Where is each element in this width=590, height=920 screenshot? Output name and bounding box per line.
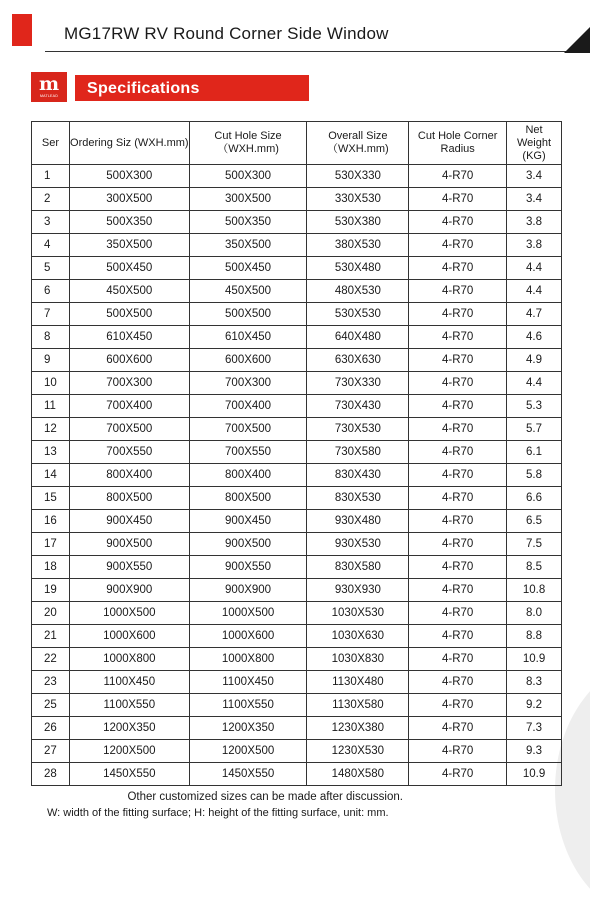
cell-net-weight: 3.8 bbox=[507, 211, 562, 234]
cell-ser: 3 bbox=[32, 211, 70, 234]
table-row bbox=[32, 257, 562, 280]
cell-corner-radius: 4-R70 bbox=[409, 188, 507, 211]
table-row bbox=[32, 763, 562, 786]
cell-ordering-size: 500X500 bbox=[69, 303, 189, 326]
cell-overall-size: 530X480 bbox=[307, 257, 409, 280]
cell-overall-size: 380X530 bbox=[307, 234, 409, 257]
cell-net-weight: 4.6 bbox=[507, 326, 562, 349]
header-accent-bar bbox=[12, 14, 32, 46]
cell-cut-hole-size: 700X550 bbox=[189, 441, 307, 464]
table-row bbox=[32, 717, 562, 740]
table-row bbox=[32, 211, 562, 234]
cell-net-weight: 6.1 bbox=[507, 441, 562, 464]
cell-overall-size: 330X530 bbox=[307, 188, 409, 211]
cell-ser: 15 bbox=[32, 487, 70, 510]
cell-overall-size: 1030X630 bbox=[307, 625, 409, 648]
cell-ordering-size: 610X450 bbox=[69, 326, 189, 349]
cell-ordering-size: 1100X450 bbox=[69, 671, 189, 694]
cell-cut-hole-size: 300X500 bbox=[189, 188, 307, 211]
cell-ordering-size: 350X500 bbox=[69, 234, 189, 257]
cell-net-weight: 4.4 bbox=[507, 372, 562, 395]
footer-note: W: width of the fitting surface; H: height of the fitting surface, unit: mm. bbox=[47, 807, 389, 819]
cell-corner-radius: 4-R70 bbox=[409, 556, 507, 579]
cell-overall-size: 1230X380 bbox=[307, 717, 409, 740]
cell-cut-hole-size: 500X350 bbox=[189, 211, 307, 234]
cell-ordering-size: 1000X600 bbox=[69, 625, 189, 648]
cell-ordering-size: 900X500 bbox=[69, 533, 189, 556]
table-row bbox=[32, 556, 562, 579]
cell-cut-hole-size: 700X400 bbox=[189, 395, 307, 418]
cell-ordering-size: 700X500 bbox=[69, 418, 189, 441]
cell-net-weight: 9.2 bbox=[507, 694, 562, 717]
cell-net-weight: 3.8 bbox=[507, 234, 562, 257]
cell-overall-size: 730X530 bbox=[307, 418, 409, 441]
cell-ser: 21 bbox=[32, 625, 70, 648]
corner-triangle bbox=[564, 27, 590, 53]
cell-cut-hole-size: 500X450 bbox=[189, 257, 307, 280]
cell-ser: 28 bbox=[32, 763, 70, 786]
cell-ser: 12 bbox=[32, 418, 70, 441]
cell-corner-radius: 4-R70 bbox=[409, 165, 507, 188]
cell-overall-size: 830X430 bbox=[307, 464, 409, 487]
cell-corner-radius: 4-R70 bbox=[409, 717, 507, 740]
cell-cut-hole-size: 900X550 bbox=[189, 556, 307, 579]
cell-net-weight: 4.4 bbox=[507, 257, 562, 280]
cell-cut-hole-size: 1200X500 bbox=[189, 740, 307, 763]
table-note-row bbox=[32, 786, 562, 809]
cell-net-weight: 4.9 bbox=[507, 349, 562, 372]
cell-corner-radius: 4-R70 bbox=[409, 648, 507, 671]
cell-ordering-size: 900X450 bbox=[69, 510, 189, 533]
cell-cut-hole-size: 700X300 bbox=[189, 372, 307, 395]
cell-ser: 27 bbox=[32, 740, 70, 763]
cell-cut-hole-size: 900X500 bbox=[189, 533, 307, 556]
cell-corner-radius: 4-R70 bbox=[409, 694, 507, 717]
cell-corner-radius: 4-R70 bbox=[409, 395, 507, 418]
cell-corner-radius: 4-R70 bbox=[409, 441, 507, 464]
cell-overall-size: 530X330 bbox=[307, 165, 409, 188]
cell-net-weight: 7.3 bbox=[507, 717, 562, 740]
cell-corner-radius: 4-R70 bbox=[409, 464, 507, 487]
cell-ordering-size: 500X300 bbox=[69, 165, 189, 188]
table-row bbox=[32, 602, 562, 625]
cell-cut-hole-size: 450X500 bbox=[189, 280, 307, 303]
cell-ordering-size: 1200X350 bbox=[69, 717, 189, 740]
table-row bbox=[32, 487, 562, 510]
table-row bbox=[32, 671, 562, 694]
cell-ordering-size: 700X300 bbox=[69, 372, 189, 395]
table-row bbox=[32, 349, 562, 372]
section-title: Specifications bbox=[75, 75, 309, 101]
cell-ser: 22 bbox=[32, 648, 70, 671]
cell-cut-hole-size: 1100X450 bbox=[189, 671, 307, 694]
cell-cut-hole-size: 500X500 bbox=[189, 303, 307, 326]
cell-cut-hole-size: 700X500 bbox=[189, 418, 307, 441]
cell-corner-radius: 4-R70 bbox=[409, 418, 507, 441]
cell-ser: 20 bbox=[32, 602, 70, 625]
cell-net-weight: 10.9 bbox=[507, 763, 562, 786]
table-row bbox=[32, 694, 562, 717]
title-divider bbox=[45, 51, 590, 52]
cell-corner-radius: 4-R70 bbox=[409, 671, 507, 694]
cell-net-weight: 8.8 bbox=[507, 625, 562, 648]
table-row bbox=[32, 303, 562, 326]
cell-corner-radius: 4-R70 bbox=[409, 257, 507, 280]
cell-ser: 6 bbox=[32, 280, 70, 303]
cell-ser: 16 bbox=[32, 510, 70, 533]
cell-ordering-size: 900X550 bbox=[69, 556, 189, 579]
header-net-weight: Net Weight (KG) bbox=[507, 122, 562, 165]
cell-cut-hole-size: 900X900 bbox=[189, 579, 307, 602]
cell-ser: 23 bbox=[32, 671, 70, 694]
cell-ordering-size: 1200X500 bbox=[69, 740, 189, 763]
cell-ser: 10 bbox=[32, 372, 70, 395]
cell-corner-radius: 4-R70 bbox=[409, 487, 507, 510]
cell-overall-size: 480X530 bbox=[307, 280, 409, 303]
cell-net-weight: 3.4 bbox=[507, 165, 562, 188]
cell-ordering-size: 900X900 bbox=[69, 579, 189, 602]
cell-overall-size: 930X930 bbox=[307, 579, 409, 602]
cell-ser: 8 bbox=[32, 326, 70, 349]
note-spacer bbox=[32, 786, 70, 809]
cell-ordering-size: 700X400 bbox=[69, 395, 189, 418]
cell-ordering-size: 450X500 bbox=[69, 280, 189, 303]
cell-ser: 19 bbox=[32, 579, 70, 602]
cell-corner-radius: 4-R70 bbox=[409, 326, 507, 349]
table-row bbox=[32, 395, 562, 418]
cell-ordering-size: 800X400 bbox=[69, 464, 189, 487]
cell-cut-hole-size: 1450X550 bbox=[189, 763, 307, 786]
cell-corner-radius: 4-R70 bbox=[409, 280, 507, 303]
cell-cut-hole-size: 1200X350 bbox=[189, 717, 307, 740]
cell-cut-hole-size: 800X400 bbox=[189, 464, 307, 487]
table-row bbox=[32, 579, 562, 602]
cell-ordering-size: 800X500 bbox=[69, 487, 189, 510]
cell-net-weight: 6.6 bbox=[507, 487, 562, 510]
cell-cut-hole-size: 610X450 bbox=[189, 326, 307, 349]
cell-corner-radius: 4-R70 bbox=[409, 533, 507, 556]
table-row bbox=[32, 372, 562, 395]
table-row bbox=[32, 280, 562, 303]
cell-corner-radius: 4-R70 bbox=[409, 510, 507, 533]
cell-cut-hole-size: 1000X500 bbox=[189, 602, 307, 625]
header-overall-size: Overall Size （WXH.mm) bbox=[307, 122, 409, 165]
cell-corner-radius: 4-R70 bbox=[409, 234, 507, 257]
cell-ser: 18 bbox=[32, 556, 70, 579]
table-note: Other customized sizes can be made after discussion. bbox=[127, 791, 403, 803]
cell-net-weight: 10.8 bbox=[507, 579, 562, 602]
cell-ordering-size: 1000X500 bbox=[69, 602, 189, 625]
cell-ordering-size: 700X550 bbox=[69, 441, 189, 464]
cell-net-weight: 8.5 bbox=[507, 556, 562, 579]
cell-overall-size: 530X380 bbox=[307, 211, 409, 234]
cell-corner-radius: 4-R70 bbox=[409, 602, 507, 625]
cell-ordering-size: 1100X550 bbox=[69, 694, 189, 717]
cell-overall-size: 930X480 bbox=[307, 510, 409, 533]
cell-ser: 25 bbox=[32, 694, 70, 717]
header-ser: Ser bbox=[32, 122, 70, 165]
cell-ser: 11 bbox=[32, 395, 70, 418]
table-row bbox=[32, 326, 562, 349]
cell-overall-size: 830X530 bbox=[307, 487, 409, 510]
cell-overall-size: 1230X530 bbox=[307, 740, 409, 763]
cell-ordering-size: 1450X550 bbox=[69, 763, 189, 786]
cell-ser: 26 bbox=[32, 717, 70, 740]
table-row bbox=[32, 625, 562, 648]
brand-logo bbox=[31, 72, 67, 102]
cell-ser: 7 bbox=[32, 303, 70, 326]
cell-net-weight: 8.3 bbox=[507, 671, 562, 694]
cell-ser: 14 bbox=[32, 464, 70, 487]
cell-net-weight: 3.4 bbox=[507, 188, 562, 211]
cell-ser: 2 bbox=[32, 188, 70, 211]
cell-cut-hole-size: 1100X550 bbox=[189, 694, 307, 717]
cell-ser: 5 bbox=[32, 257, 70, 280]
header-ordering-size: Ordering Siz (WXH.mm) bbox=[69, 122, 189, 165]
table-row bbox=[32, 188, 562, 211]
cell-corner-radius: 4-R70 bbox=[409, 349, 507, 372]
cell-ser: 4 bbox=[32, 234, 70, 257]
cell-net-weight: 4.7 bbox=[507, 303, 562, 326]
table-row bbox=[32, 234, 562, 257]
cell-net-weight: 5.3 bbox=[507, 395, 562, 418]
cell-overall-size: 530X530 bbox=[307, 303, 409, 326]
cell-overall-size: 1130X580 bbox=[307, 694, 409, 717]
spec-table bbox=[31, 121, 562, 808]
cell-ser: 17 bbox=[32, 533, 70, 556]
table-row bbox=[32, 533, 562, 556]
cell-net-weight: 9.3 bbox=[507, 740, 562, 763]
cell-ordering-size: 300X500 bbox=[69, 188, 189, 211]
cell-cut-hole-size: 500X300 bbox=[189, 165, 307, 188]
cell-net-weight: 8.0 bbox=[507, 602, 562, 625]
logo-subtext: MATLEAD bbox=[39, 94, 59, 98]
cell-ordering-size: 500X450 bbox=[69, 257, 189, 280]
cell-ser: 1 bbox=[32, 165, 70, 188]
cell-ordering-size: 500X350 bbox=[69, 211, 189, 234]
cell-corner-radius: 4-R70 bbox=[409, 625, 507, 648]
table-header-row bbox=[32, 122, 562, 165]
cell-overall-size: 730X430 bbox=[307, 395, 409, 418]
cell-ordering-size: 600X600 bbox=[69, 349, 189, 372]
cell-overall-size: 1130X480 bbox=[307, 671, 409, 694]
cell-overall-size: 830X580 bbox=[307, 556, 409, 579]
cell-net-weight: 5.8 bbox=[507, 464, 562, 487]
table-row bbox=[32, 648, 562, 671]
cell-corner-radius: 4-R70 bbox=[409, 303, 507, 326]
table-row bbox=[32, 165, 562, 188]
cell-ser: 13 bbox=[32, 441, 70, 464]
cell-net-weight: 4.4 bbox=[507, 280, 562, 303]
cell-corner-radius: 4-R70 bbox=[409, 372, 507, 395]
cell-overall-size: 1030X830 bbox=[307, 648, 409, 671]
cell-ser: 9 bbox=[32, 349, 70, 372]
table-row bbox=[32, 510, 562, 533]
cell-cut-hole-size: 1000X800 bbox=[189, 648, 307, 671]
cell-overall-size: 930X530 bbox=[307, 533, 409, 556]
cell-overall-size: 630X630 bbox=[307, 349, 409, 372]
cell-corner-radius: 4-R70 bbox=[409, 579, 507, 602]
cell-cut-hole-size: 350X500 bbox=[189, 234, 307, 257]
cell-overall-size: 730X580 bbox=[307, 441, 409, 464]
cell-overall-size: 1480X580 bbox=[307, 763, 409, 786]
cell-overall-size: 640X480 bbox=[307, 326, 409, 349]
cell-cut-hole-size: 900X450 bbox=[189, 510, 307, 533]
cell-cut-hole-size: 800X500 bbox=[189, 487, 307, 510]
table-row bbox=[32, 418, 562, 441]
cell-cut-hole-size: 600X600 bbox=[189, 349, 307, 372]
page-title: MG17RW RV Round Corner Side Window bbox=[64, 24, 389, 43]
cell-net-weight: 10.9 bbox=[507, 648, 562, 671]
header-cut-hole-size: Cut Hole Size （WXH.mm) bbox=[189, 122, 307, 165]
header-corner-radius: Cut Hole Corner Radius bbox=[409, 122, 507, 165]
cell-cut-hole-size: 1000X600 bbox=[189, 625, 307, 648]
cell-net-weight: 6.5 bbox=[507, 510, 562, 533]
cell-overall-size: 730X330 bbox=[307, 372, 409, 395]
table-row bbox=[32, 441, 562, 464]
cell-overall-size: 1030X530 bbox=[307, 602, 409, 625]
logo-mark: m bbox=[38, 73, 60, 95]
cell-corner-radius: 4-R70 bbox=[409, 763, 507, 786]
cell-ordering-size: 1000X800 bbox=[69, 648, 189, 671]
cell-corner-radius: 4-R70 bbox=[409, 211, 507, 234]
table-row bbox=[32, 464, 562, 487]
cell-net-weight: 5.7 bbox=[507, 418, 562, 441]
cell-net-weight: 7.5 bbox=[507, 533, 562, 556]
cell-corner-radius: 4-R70 bbox=[409, 740, 507, 763]
table-row bbox=[32, 740, 562, 763]
